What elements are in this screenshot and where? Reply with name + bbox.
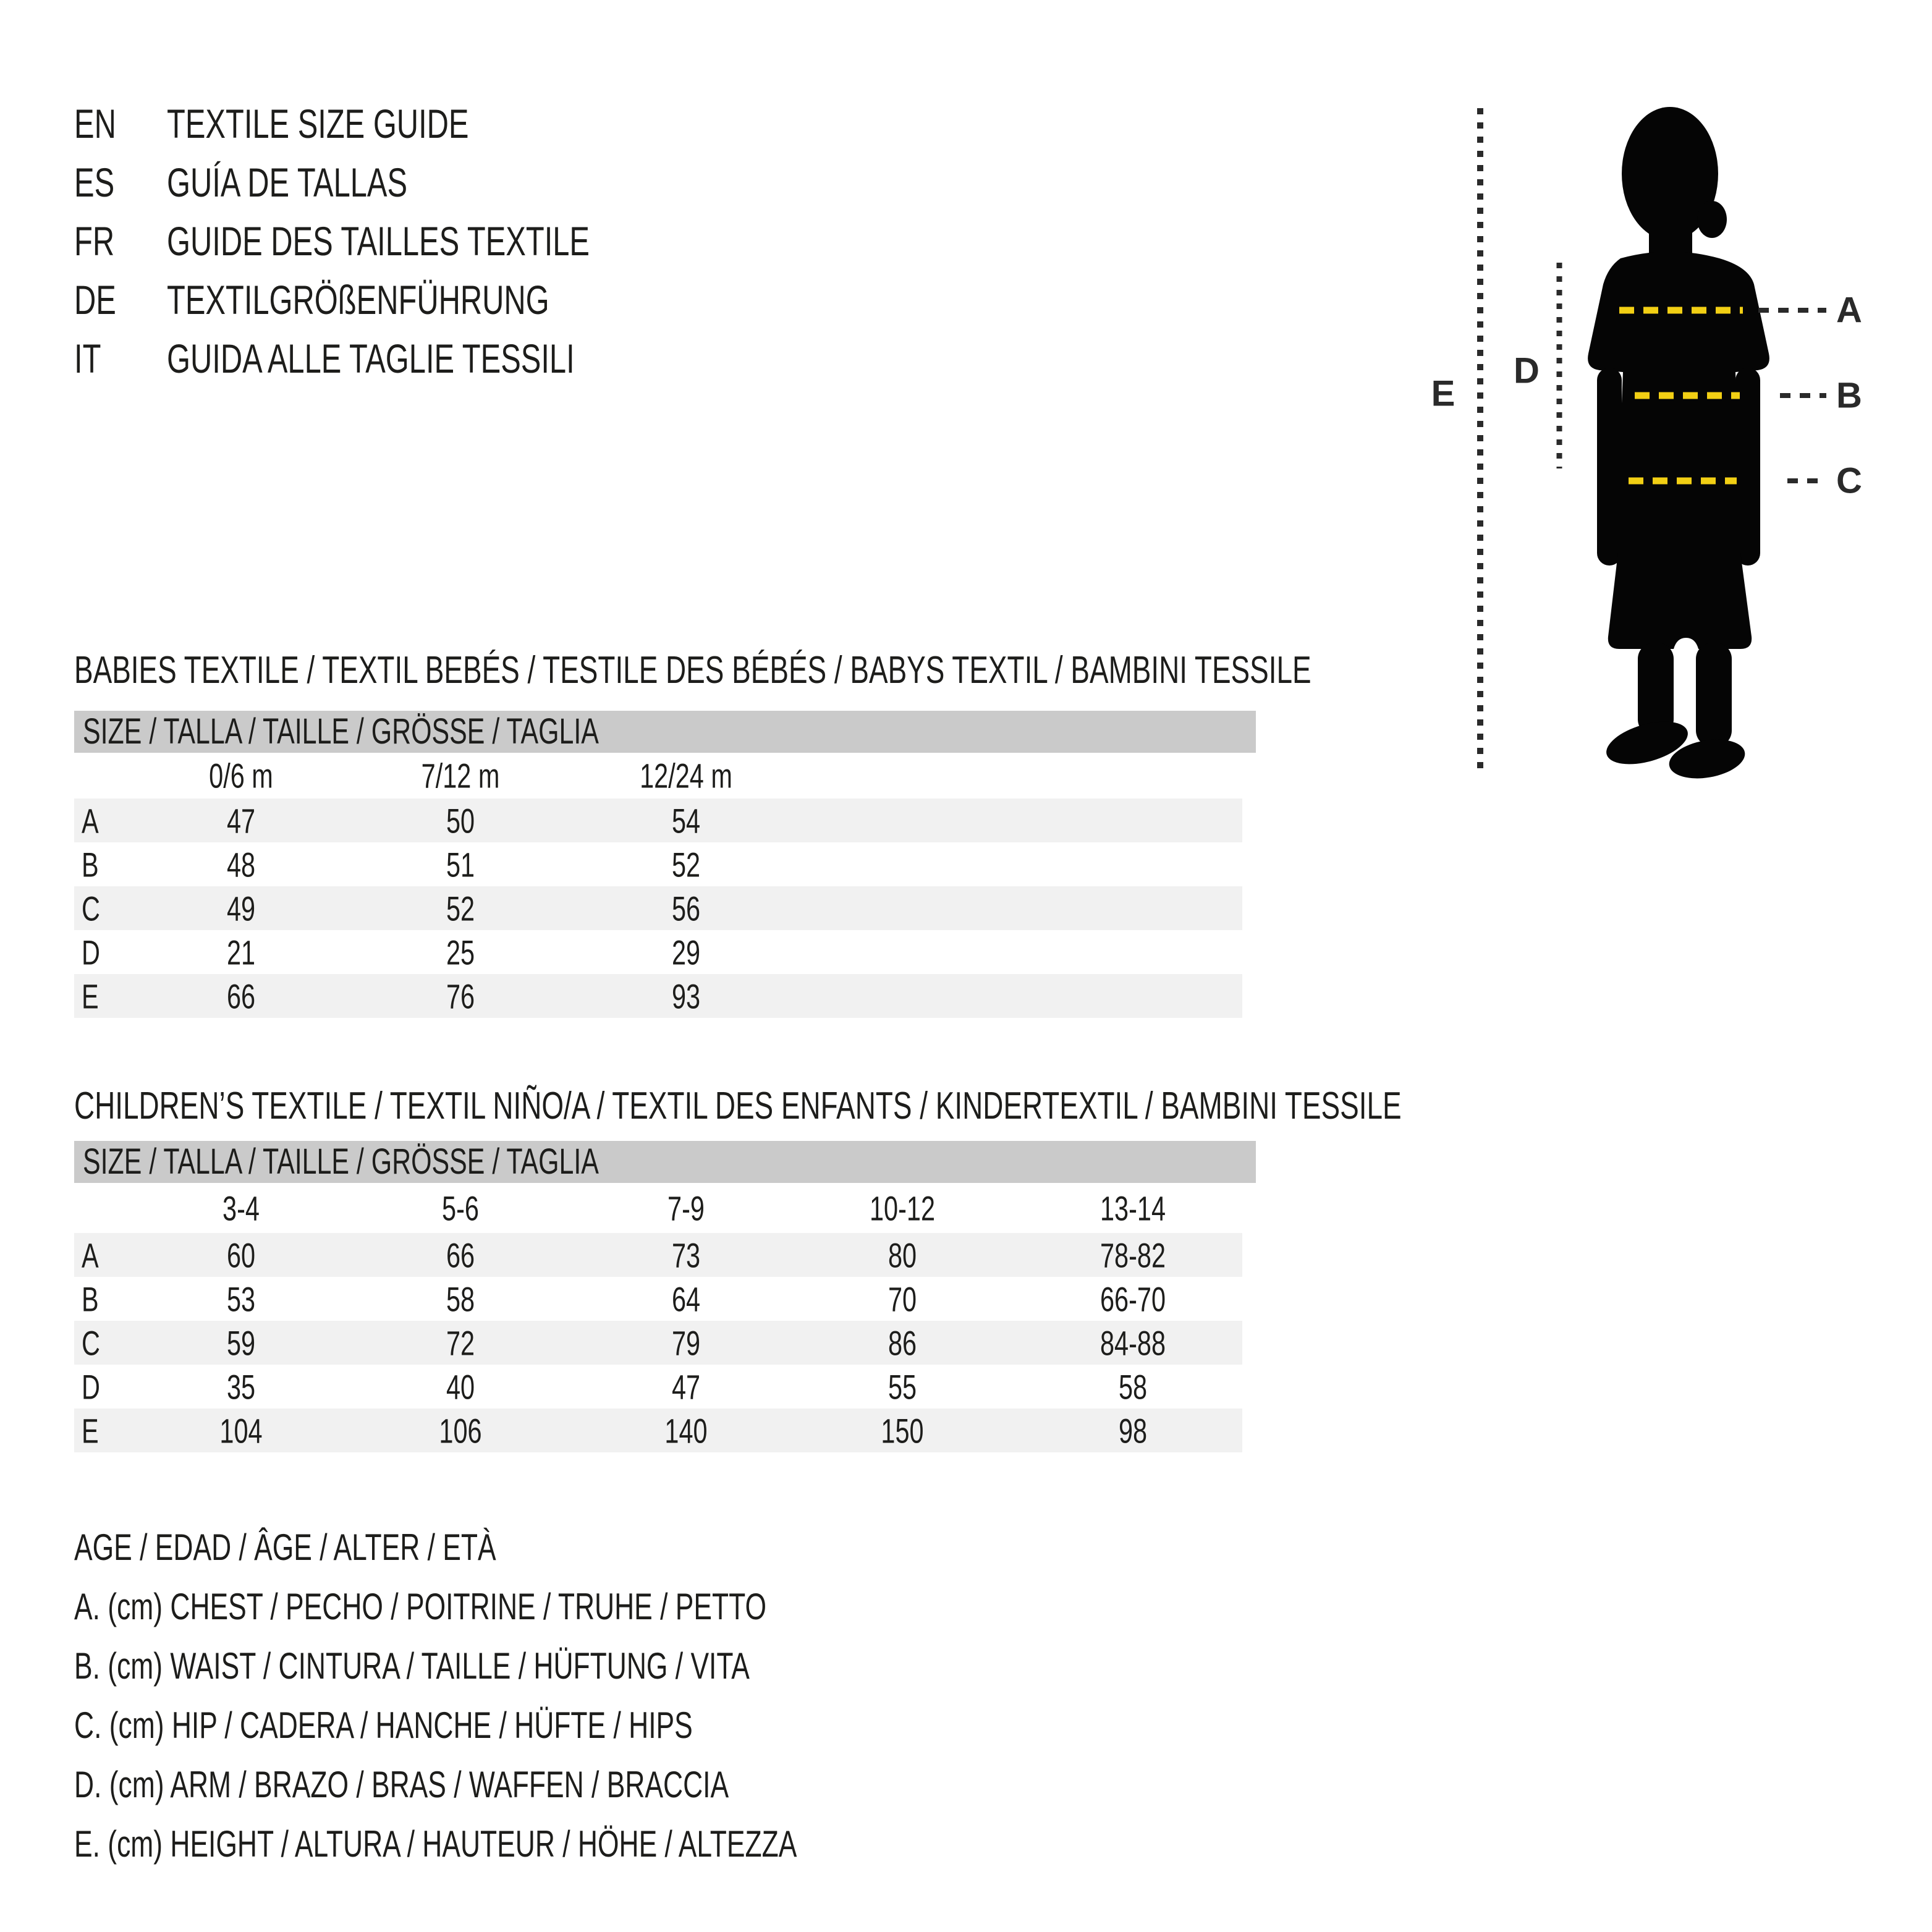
table-row xyxy=(74,974,1242,1018)
column-header: 13-14 xyxy=(1100,1188,1166,1227)
legend-line-waist: B. (cm) WAIST / CINTURA / TAILLE / HÜFTUNG / VITA xyxy=(74,1645,750,1687)
cell-value: 51 xyxy=(446,845,475,884)
table-row xyxy=(74,930,1242,974)
row-label: D xyxy=(82,1367,100,1406)
cell-value: 54 xyxy=(671,801,701,840)
cell-value: 48 xyxy=(226,845,256,884)
measure-label-b: B xyxy=(1836,375,1862,416)
babies-section-title: BABIES TEXTILE / TEXTIL BEBÉS / TESTILE DES BÉBÉS / BABYS TEXTIL / BAMBINI TESSILE xyxy=(74,649,1311,692)
cell-value: 66 xyxy=(446,1235,475,1274)
measure-label-d: D xyxy=(1514,350,1540,391)
table-row xyxy=(74,1365,1242,1409)
age-columns-row xyxy=(74,1183,1242,1233)
cell-value: 50 xyxy=(446,801,475,840)
cell-value: 55 xyxy=(888,1367,917,1406)
column-header: 10-12 xyxy=(870,1188,935,1227)
row-label: B xyxy=(82,845,99,884)
legend-line-hip: C. (cm) HIP / CADERA / HANCHE / HÜFTE / HIPS xyxy=(74,1704,693,1746)
cell-value: 60 xyxy=(226,1235,256,1274)
legend-line-arm: D. (cm) ARM / BRAZO / BRAS / WAFFEN / BRACCIA xyxy=(74,1763,729,1805)
guide-title-de: TEXTILGRÖßENFÜHRUNG xyxy=(167,276,549,323)
cell-value: 35 xyxy=(226,1367,256,1406)
table-row xyxy=(74,799,1242,842)
table-row xyxy=(74,842,1242,886)
cell-value: 47 xyxy=(226,801,256,840)
size-header-bar: SIZE / TALLA / TAILLE / GRÖSSE / TAGLIA xyxy=(74,711,1256,753)
legend-line-chest: A. (cm) CHEST / PECHO / POITRINE / TRUHE / PETTO xyxy=(74,1585,767,1627)
language-row-fr xyxy=(74,211,738,270)
children-section-title: CHILDREN’S TEXTILE / TEXTIL NIÑO/A / TEXTIL DES ENFANTS / KINDERTEXTIL / BAMBINI TESSILE xyxy=(74,1085,1402,1127)
language-code: FR xyxy=(74,218,115,264)
cell-value: 25 xyxy=(446,933,475,972)
language-row-es xyxy=(74,153,738,211)
measurement-legend xyxy=(74,1517,1051,1873)
table-row xyxy=(74,1321,1242,1365)
cell-value: 53 xyxy=(226,1279,256,1318)
guide-title-fr: GUIDE DES TAILLES TEXTILE xyxy=(167,218,590,264)
column-header: 7/12 m xyxy=(421,756,500,795)
cell-value: 47 xyxy=(671,1367,701,1406)
cell-value: 49 xyxy=(226,889,256,928)
measure-label-a: A xyxy=(1836,290,1862,331)
row-label: C xyxy=(82,889,100,928)
language-row-de xyxy=(74,270,738,329)
cell-value: 73 xyxy=(671,1235,701,1274)
cell-value: 29 xyxy=(671,933,701,972)
row-label: A xyxy=(82,801,99,840)
language-title-list xyxy=(74,94,738,388)
cell-value: 58 xyxy=(1118,1367,1148,1406)
cell-value: 150 xyxy=(881,1411,924,1450)
column-header: 12/24 m xyxy=(640,756,732,795)
column-header: 5-6 xyxy=(442,1188,479,1227)
age-columns-row xyxy=(74,753,1242,799)
table-row xyxy=(74,1277,1242,1321)
cell-value: 79 xyxy=(671,1323,701,1362)
cell-value: 66-70 xyxy=(1100,1279,1166,1318)
guide-title-es: GUÍA DE TALLAS xyxy=(167,159,408,205)
cell-value: 52 xyxy=(671,845,701,884)
cell-value: 140 xyxy=(664,1411,708,1450)
language-code: DE xyxy=(74,276,116,323)
row-label: B xyxy=(82,1279,99,1318)
column-header: 0/6 m xyxy=(209,756,273,795)
language-code: IT xyxy=(74,335,101,381)
guide-title-en: TEXTILE SIZE GUIDE xyxy=(167,100,469,146)
column-header: 7-9 xyxy=(667,1188,705,1227)
language-code: EN xyxy=(74,100,116,146)
measure-label-e: E xyxy=(1431,373,1455,414)
cell-value: 64 xyxy=(671,1279,701,1318)
legend-line-age: AGE / EDAD / ÂGE / ALTER / ETÀ xyxy=(74,1526,496,1568)
cell-value: 66 xyxy=(226,977,256,1015)
cell-value: 93 xyxy=(671,977,701,1015)
measure-label-c: C xyxy=(1836,460,1862,501)
language-code: ES xyxy=(74,159,115,205)
table-row xyxy=(74,1233,1242,1277)
row-label: C xyxy=(82,1323,100,1362)
cell-value: 58 xyxy=(446,1279,475,1318)
guide-title-it: GUIDA ALLE TAGLIE TESSILI xyxy=(167,335,575,381)
row-label: E xyxy=(82,977,99,1015)
cell-value: 98 xyxy=(1118,1411,1148,1450)
cell-value: 84-88 xyxy=(1100,1323,1166,1362)
language-row-it xyxy=(74,329,738,388)
cell-value: 21 xyxy=(226,933,256,972)
table-row xyxy=(74,886,1242,930)
cell-value: 80 xyxy=(888,1235,917,1274)
table-row xyxy=(74,1409,1242,1452)
cell-value: 59 xyxy=(226,1323,256,1362)
size-header-bar: SIZE / TALLA / TAILLE / GRÖSSE / TAGLIA xyxy=(74,1141,1256,1183)
cell-value: 72 xyxy=(446,1323,475,1362)
column-header: 3-4 xyxy=(222,1188,260,1227)
legend-line-height: E. (cm) HEIGHT / ALTURA / HAUTEUR / HÖHE / ALTEZZA xyxy=(74,1823,797,1865)
cell-value: 86 xyxy=(888,1323,917,1362)
cell-value: 56 xyxy=(671,889,701,928)
cell-value: 104 xyxy=(219,1411,263,1450)
cell-value: 76 xyxy=(446,977,475,1015)
cell-value: 70 xyxy=(888,1279,917,1318)
row-label: A xyxy=(82,1235,99,1274)
language-row-en xyxy=(74,94,738,153)
cell-value: 78-82 xyxy=(1100,1235,1166,1274)
cell-value: 40 xyxy=(446,1367,475,1406)
row-label: E xyxy=(82,1411,99,1450)
row-label: D xyxy=(82,933,100,972)
cell-value: 106 xyxy=(439,1411,482,1450)
children-size-table xyxy=(74,1141,1256,1452)
babies-size-table xyxy=(74,711,1256,1018)
cell-value: 52 xyxy=(446,889,475,928)
